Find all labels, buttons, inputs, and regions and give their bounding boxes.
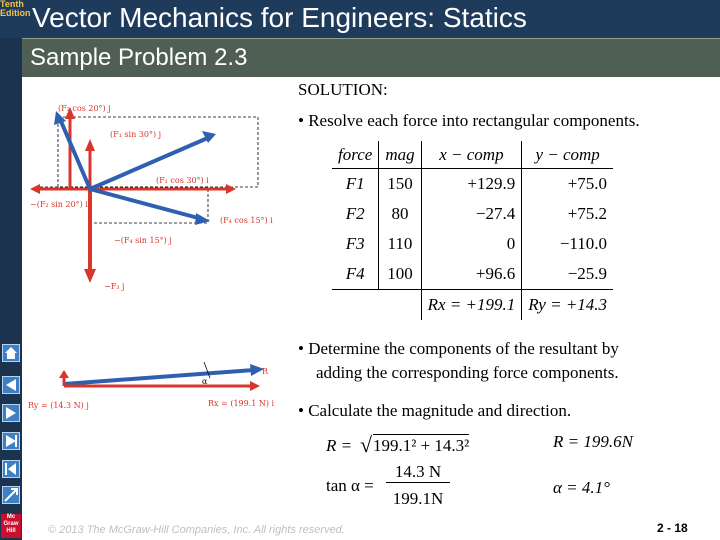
cell-force: F3 bbox=[345, 234, 365, 253]
first-slide-icon[interactable] bbox=[2, 376, 20, 394]
resultant-figure bbox=[28, 352, 290, 421]
table-row bbox=[332, 199, 613, 229]
logo-text: Mc Graw Hill bbox=[3, 514, 19, 534]
bullet-determine-line2: adding the corresponding force components. bbox=[316, 363, 619, 382]
prev-slide-icon[interactable] bbox=[2, 404, 20, 422]
col-header-force: force bbox=[332, 141, 379, 169]
edition-label bbox=[0, 0, 31, 38]
last-slide-icon[interactable] bbox=[2, 460, 20, 478]
cell-force: F2 bbox=[345, 204, 365, 223]
cell-y: +75.2 bbox=[522, 199, 613, 229]
eq-r-result: R = 199.6N bbox=[553, 432, 633, 451]
table-row bbox=[332, 229, 613, 259]
cell-x: +96.6 bbox=[421, 259, 522, 290]
cell-x: +129.9 bbox=[421, 169, 522, 200]
copyright-footer: © 2013 The McGraw-Hill Companies, Inc. All rights reserved. bbox=[48, 524, 345, 536]
publisher-logo bbox=[1, 514, 21, 538]
page-number: 2 - 18 bbox=[657, 521, 688, 535]
sum-ry: Ry = +14.3 bbox=[522, 290, 613, 321]
eq-tan-lhs: tan α = bbox=[326, 476, 374, 495]
bullet-determine-line1: • Determine the components of the resultant by bbox=[298, 339, 619, 358]
cell-y: −25.9 bbox=[522, 259, 613, 290]
exit-icon[interactable] bbox=[2, 486, 20, 504]
sqrt-sign: √ bbox=[360, 432, 373, 457]
label-f4-sin: −(F₄ sin 15°) j bbox=[114, 236, 172, 245]
cell-y: +75.0 bbox=[522, 169, 613, 200]
cell-mag: 80 bbox=[379, 199, 421, 229]
bullet-calculate: • Calculate the magnitude and direction. bbox=[298, 401, 572, 420]
cell-x: 0 bbox=[421, 229, 522, 259]
label-ry: Ry = (14.3 N) j bbox=[28, 401, 89, 410]
col-header-x: x − comp bbox=[421, 141, 522, 169]
bullet-resolve: • Resolve each force into rectangular components. bbox=[298, 111, 640, 130]
next-slide-icon[interactable] bbox=[2, 432, 20, 450]
cell-y: −110.0 bbox=[522, 229, 613, 259]
label-f4-cos: (F₄ cos 15°) i bbox=[220, 216, 273, 225]
eq-tan-numerator: 14.3 N bbox=[386, 462, 450, 483]
table-row bbox=[332, 169, 613, 200]
cell-mag: 150 bbox=[379, 169, 421, 200]
force-components-figure bbox=[30, 97, 292, 304]
label-f2-sin: −(F₂ sin 20°) i bbox=[30, 200, 88, 209]
label-f1-cos: (F₁ cos 30°) i bbox=[156, 176, 209, 185]
label-resultant: R bbox=[262, 367, 269, 376]
title-bar bbox=[0, 0, 720, 38]
col-header-mag: mag bbox=[379, 141, 421, 169]
home-icon[interactable] bbox=[2, 344, 20, 362]
eq-tan-denominator: 199.1N bbox=[392, 489, 444, 508]
label-f3: −F₃ j bbox=[104, 282, 125, 291]
cell-force: F1 bbox=[345, 174, 365, 193]
label-rx: Rx = (199.1 N) i bbox=[208, 399, 275, 408]
edition-word-2: Edition bbox=[0, 8, 31, 18]
components-table bbox=[332, 141, 613, 320]
label-f1-sin: (F₁ sin 30°) j bbox=[110, 130, 162, 139]
label-f2-cos: (F₂ cos 20°) j bbox=[58, 104, 111, 113]
label-alpha: α bbox=[202, 377, 208, 386]
edition-word-1: Tenth bbox=[0, 0, 24, 9]
subtitle-bar bbox=[22, 38, 720, 77]
table-row bbox=[332, 259, 613, 290]
col-header-y: y − comp bbox=[522, 141, 613, 169]
page-title: Vector Mechanics for Engineers: Statics bbox=[32, 2, 527, 33]
sum-rx: Rx = +199.1 bbox=[421, 290, 522, 321]
page-subtitle: Sample Problem 2.3 bbox=[30, 44, 248, 71]
cell-force: F4 bbox=[345, 264, 365, 283]
table-sum-row bbox=[332, 290, 613, 321]
solution-heading: SOLUTION: bbox=[298, 80, 388, 99]
cell-mag: 110 bbox=[379, 229, 421, 259]
eq-alpha-result: α = 4.1° bbox=[553, 478, 610, 497]
cell-x: −27.4 bbox=[421, 199, 522, 229]
eq-r-lhs: R = bbox=[326, 436, 353, 455]
eq-r-radicand: 199.1² + 14.3² bbox=[373, 436, 470, 455]
nav-sidebar bbox=[0, 38, 22, 540]
cell-mag: 100 bbox=[379, 259, 421, 290]
